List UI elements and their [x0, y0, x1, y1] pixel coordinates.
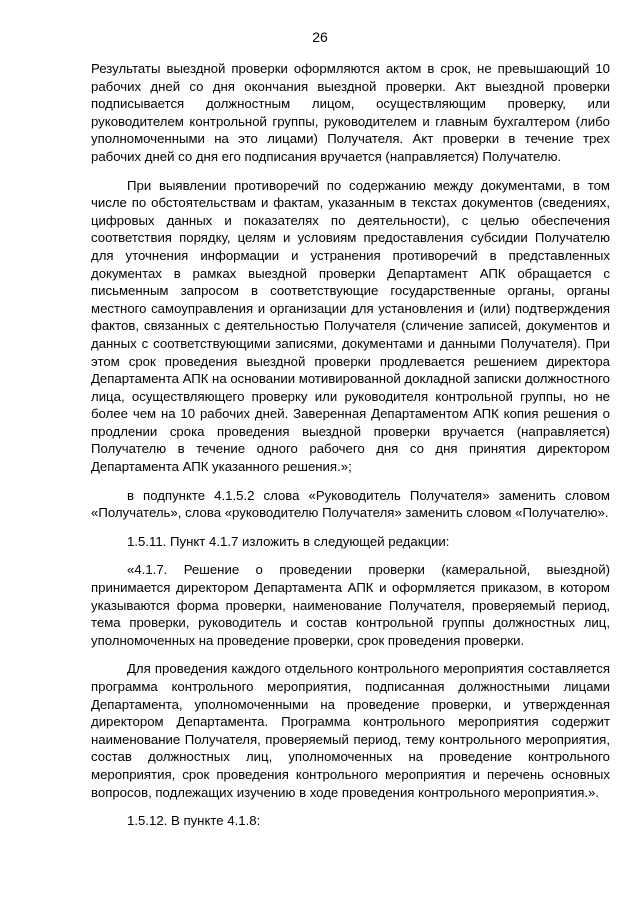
- paragraph-1-5-11: 1.5.11. Пункт 4.1.7 изложить в следующей редакции:: [127, 533, 450, 549]
- paragraph-subclause-4-1-5-2: в подпункте 4.1.5.2 слова «Руководитель Получателя» заменить словом «Получатель», слова «руководителю Получателя» заменить словом «Получателю».: [91, 487, 610, 521]
- paragraph-1-5-12: 1.5.12. В пункте 4.1.8:: [127, 813, 261, 829]
- paragraph-inspection-act: Результаты выездной проверки оформляются актом в срок, не превышающий 10 рабочих дней со дня окончания выездной проверки. Акт выездной проверки подписывается должностным лицом, осуществляющим проверку, или руководителем контрольной группы, руководителем и главным бухгалтером (либо уполномоченными на это лицами) Получателя. Акт проверки в течение трех рабочих дней со дня его подписания вручается (направляется) Получателю.: [91, 61, 610, 164]
- paragraph-4-1-7-decision: «4.1.7. Решение о проведении проверки (камеральной, выездной) принимается директором Департамента АПК и оформляется приказом, в котором указываются форма проверки, наименование Получателя, проверяемый период, тема проверки, руководитель и состав контрольной группы должностных лиц, уполномоченных на проведение проверки, срок проведения проверки.: [91, 562, 610, 648]
- paragraph-control-program: Для проведения каждого отдельного контрольного мероприятия составляется программа контрольного мероприятия, подписанная должностными лицами Департамента, уполномоченными на проведение проверки, и утвержденная директором Департамента. Программа контрольного мероприятия содержит наименование Получателя, проверяемый период, тему контрольного мероприятия, состав должностных лиц, уполномоченных на проведение контрольного мероприятия, срок проведения контрольного мероприятия и перечень основных вопросов, подлежащих изучению в ходе проведения контрольного мероприятия.».: [91, 661, 610, 800]
- paragraph-contradictions: При выявлении противоречий по содержанию между документами, в том числе по обстоятельствам и фактам, указанным в текстах документов (сведениях, цифровых данных и показателях по деятельности), с целью обеспечения соответствия порядку, целям и условиям предоставления субсидии Получателю для уточнения информации и устранения противоречий в представленных документах в рамках выездной проверки Департамент АПК обращается с письменным запросом в соответствующие государственные органы, органы местного самоуправления и организации для установления и (или) подтверждения фактов, связанных с деятельностью Получателя (сличение записей, документов и данных с соответствующими записями, документами и данными Получателя). При этом срок проведения выездной проверки продлевается решением директора Департамента АПК на основании мотивированной докладной записки должностного лица, осуществляющего проверку или руководителя контрольной группы, но не более чем на 10 рабочих дней. Заверенная Департаментом АПК копия решения о продлении срока проведения выездной проверки вручается (направляется) Получателю в течение одного рабочего дня со дня принятия директором Департамента АПК указанного решения.»;: [91, 177, 611, 475]
- document-body: [91, 60, 610, 841]
- page-number: 26: [312, 29, 328, 45]
